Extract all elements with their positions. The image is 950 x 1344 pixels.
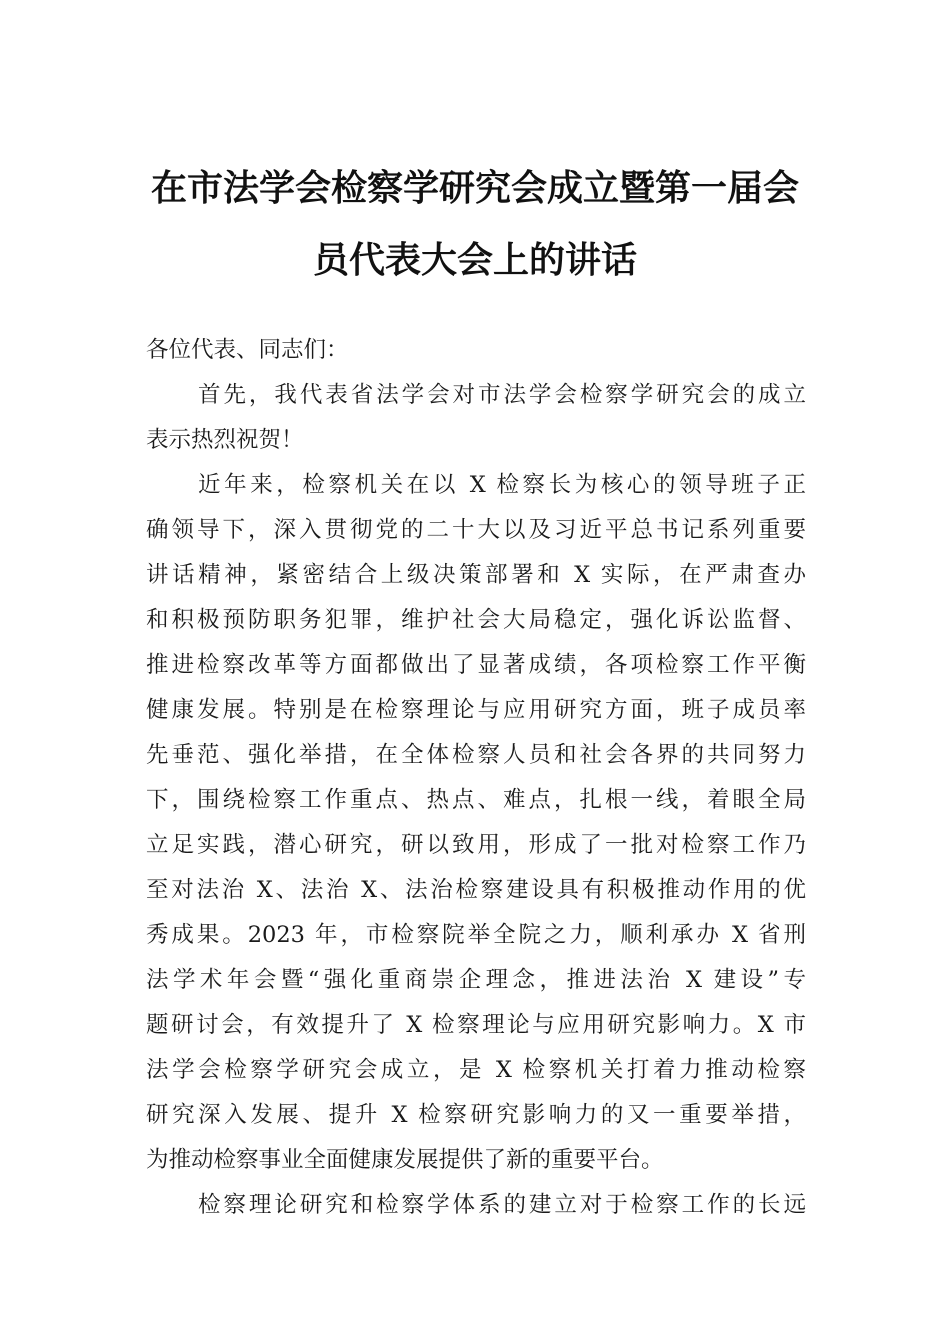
document-title <box>140 152 810 296</box>
paragraph-line: 近年来，检察机关在以 X 检察长为核心的领导班子正 <box>198 472 806 498</box>
document-body <box>146 328 806 1228</box>
paragraph-line: 立足实践，潜心研究，研以致用，形成了一批对检察工作乃 <box>146 832 806 858</box>
paragraph-line: 下，围绕检察工作重点、热点、难点，扎根一线，着眼全局 <box>146 787 806 813</box>
paragraph-line: 研究深入发展、提升 X 检察研究影响力的又一重要举措， <box>146 1102 806 1128</box>
title-line-2: 员代表大会上的讲话 <box>312 239 637 281</box>
paragraph-line: 表示热烈祝贺！ <box>146 427 304 453</box>
salutation: 各位代表、同志们： <box>146 337 349 363</box>
paragraph-line: 题研讨会，有效提升了 X 检察理论与应用研究影响力。X 市 <box>146 1012 806 1038</box>
paragraph-2 <box>146 463 806 1183</box>
paragraph-line: 法学术年会暨“强化重商崇企理念，推进法治 X 建设”专 <box>146 967 806 993</box>
paragraph-line: 秀成果。2023 年，市检察院举全院之力，顺利承办 X 省刑 <box>146 922 806 948</box>
paragraph-1 <box>146 373 806 463</box>
paragraph-line: 法学会检察学研究会成立，是 X 检察机关打着力推动检察 <box>146 1057 806 1083</box>
paragraph-line: 首先，我代表省法学会对市法学会检察学研究会的成立 <box>198 382 806 408</box>
paragraph-line: 至对法治 X、法治 X、法治检察建设具有积极推动作用的优 <box>146 877 806 903</box>
paragraph-line: 健康发展。特别是在检察理论与应用研究方面，班子成员率 <box>146 697 806 723</box>
paragraph-line: 和积极预防职务犯罪，维护社会大局稳定，强化诉讼监督、 <box>146 607 806 633</box>
paragraph-line: 确领导下，深入贯彻党的二十大以及习近平总书记系列重要 <box>146 517 806 543</box>
paragraph-line: 推进检察改革等方面都做出了显著成绩，各项检察工作平衡 <box>146 652 806 678</box>
paragraph-3 <box>146 1183 806 1228</box>
paragraph-line: 讲话精神，紧密结合上级决策部署和 X 实际，在严肃查办 <box>146 562 806 588</box>
paragraph-line: 先垂范、强化举措，在全体检察人员和社会各界的共同努力 <box>146 742 806 768</box>
title-line-1: 在市法学会检察学研究会成立暨第一届会 <box>150 167 799 209</box>
paragraph-line: 检察理论研究和检察学体系的建立对于检察工作的长远 <box>198 1192 806 1218</box>
paragraph-line: 为推动检察事业全面健康发展提供了新的重要平台。 <box>146 1147 664 1173</box>
